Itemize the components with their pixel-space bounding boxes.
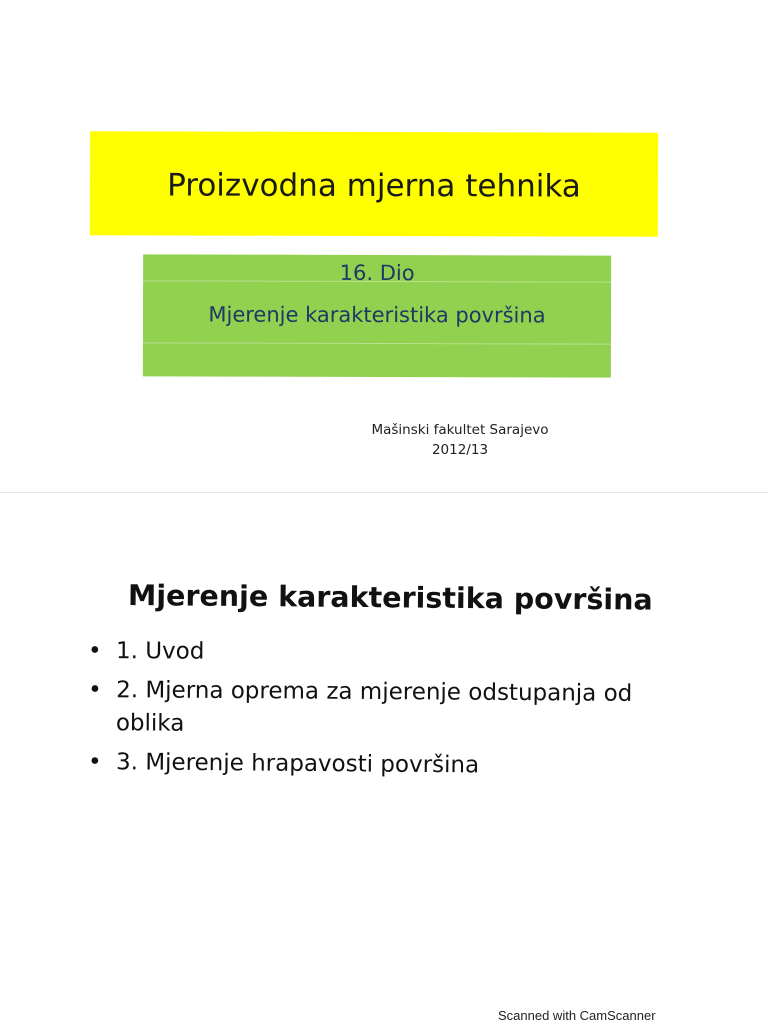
banner-stripe [143,342,611,344]
bullet-icon: • [87,749,102,776]
title-banner [90,131,658,236]
list-item-text: 1. Uvod [115,638,205,665]
bullet-icon: • [87,638,102,665]
scanner-watermark: Scanned with CamScanner [498,1008,656,1023]
bullet-icon: • [88,677,102,704]
part-topic: Mjerenje karakteristika površina [208,302,546,328]
list-item [86,674,706,744]
contents-title: Mjerenje karakteristika površina [127,579,653,617]
academic-year: 2012/13 [431,442,489,458]
list-item-text: 3. Mjerenje hrapavosti površina [115,749,480,779]
affiliation: Mašinski fakultet Sarajevo [371,422,549,438]
presentation-title: Proizvodna mjerna tehnika [167,167,581,205]
title-slide [0,0,768,492]
list-item [86,746,706,784]
subtitle-banner [143,254,611,377]
contents-slide [0,493,768,1024]
list-item-text: 2. Mjerna oprema za mjerenje odstupanja od oblika [115,677,633,737]
part-number: 16. Dio [339,260,415,286]
affiliation-block [360,420,560,460]
list-item [86,635,706,671]
contents-list [86,635,706,785]
